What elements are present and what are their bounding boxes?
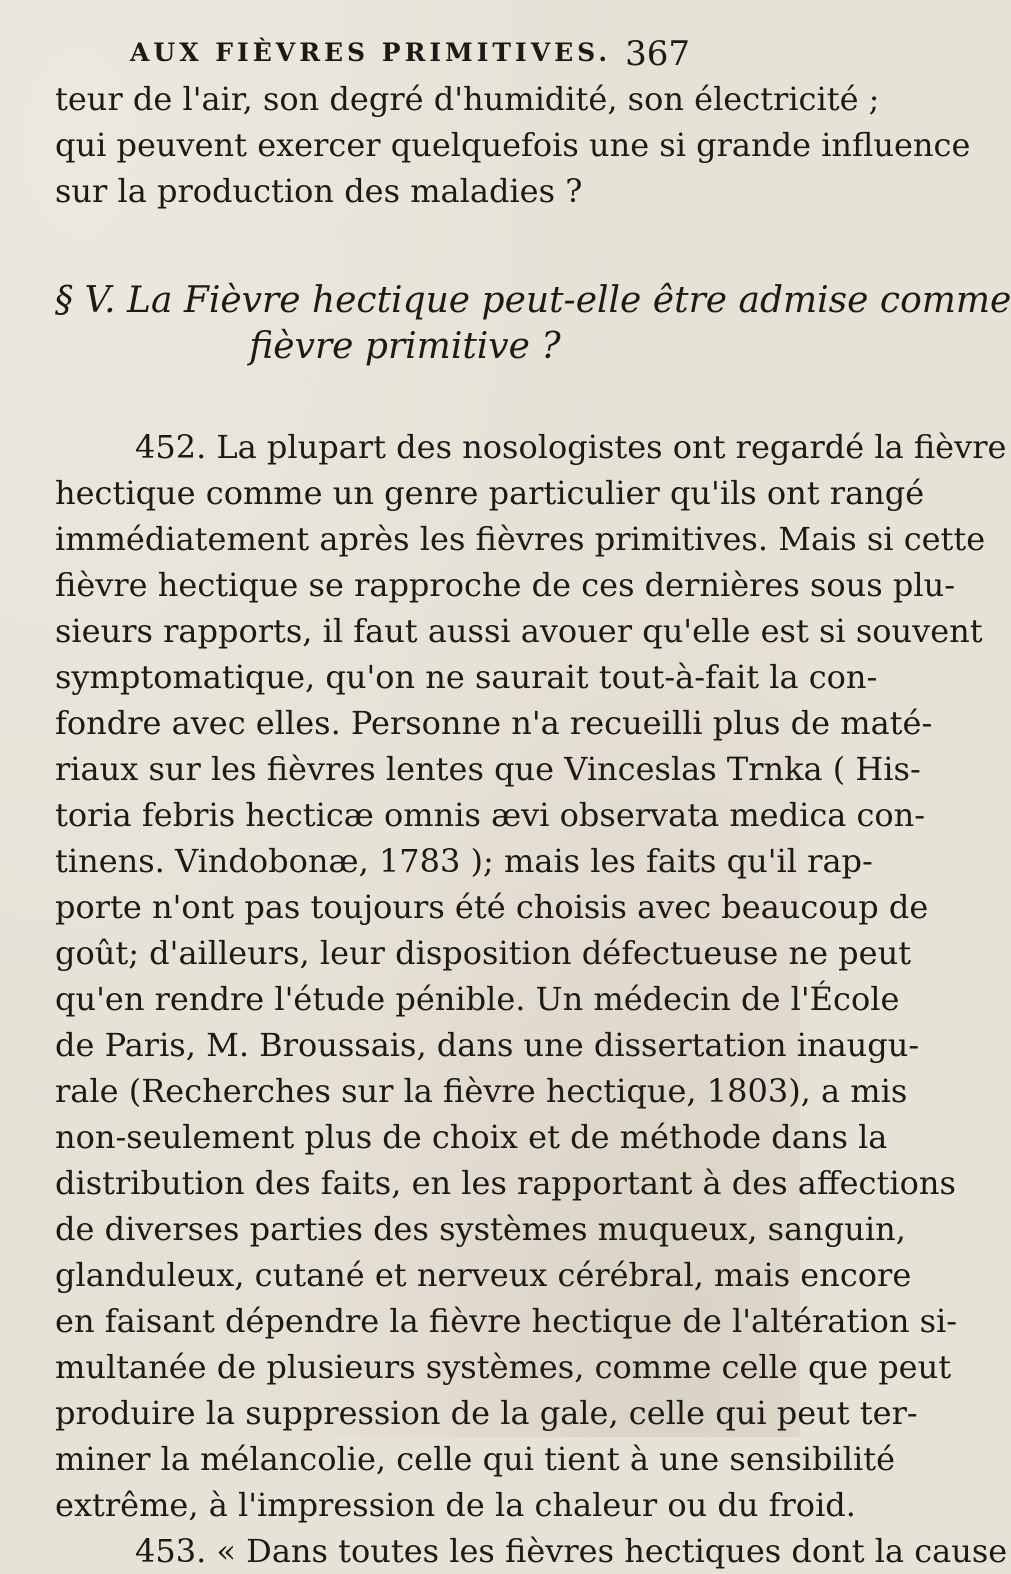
- paragraph-line: rale (Recherches sur la fièvre hectique, 1803), a mis: [55, 1072, 908, 1110]
- paragraph-line: hectique comme un genre particulier qu'ils ont rangé: [55, 474, 925, 512]
- paragraph-line: de Paris, M. Broussais, dans une dissertation inaugu-: [55, 1026, 920, 1064]
- main-text: [55, 76, 1011, 1574]
- paragraph-line: extrême, à l'impression de la chaleur ou du froid.: [55, 1486, 856, 1524]
- intro-line: qui peuvent exercer quelquefois une si grande influence: [55, 126, 971, 164]
- paragraph-line: de diverses parties des systèmes muqueux, sanguin,: [55, 1210, 906, 1248]
- paragraph-line: 452. La plupart des nosologistes ont regardé la fièvre: [135, 428, 1007, 466]
- paragraph-line: en faisant dépendre la fièvre hectique de l'altération si-: [55, 1302, 958, 1340]
- section-title: § V. La Fièvre hectique peut-elle être admise comme: [55, 280, 1011, 321]
- paragraph-line: glanduleux, cutané et nerveux cérébral, mais encore: [55, 1256, 912, 1294]
- paragraph-line: toria febris hecticæ omnis ævi observata medica con-: [55, 796, 926, 834]
- paragraph-452: [55, 424, 1007, 1528]
- paragraph-line: produire la suppression de la gale, celle qui peut ter-: [55, 1394, 918, 1432]
- paragraph-line: miner la mélancolie, celle qui tient à une sensibilité: [55, 1440, 896, 1478]
- paragraph-line: porte n'ont pas toujours été choisis avec beaucoup de: [55, 888, 929, 926]
- intro-line: sur la production des maladies ?: [55, 172, 583, 210]
- running-head: AUX FIÈVRES PRIMITIVES.: [130, 38, 612, 67]
- paragraph-line: distribution des faits, en les rapportant à des affections: [55, 1164, 956, 1202]
- paragraph-line: tinens. Vindobonæ, 1783 ); mais les faits qu'il rap-: [55, 842, 873, 880]
- paragraph-line: fondre avec elles. Personne n'a recueilli plus de maté-: [55, 704, 933, 742]
- paragraph-line: non-seulement plus de choix et de méthode dans la: [55, 1118, 888, 1156]
- paragraph-453-first-line: 453. « Dans toutes les fièvres hectiques dont la cause: [135, 1532, 1008, 1570]
- intro-line: teur de l'air, son degré d'humidité, son électricité ;: [55, 80, 880, 118]
- paragraph-line: multanée de plusieurs systèmes, comme celle que peut: [55, 1348, 952, 1386]
- section-title-continued: fièvre primitive ?: [249, 326, 561, 367]
- paragraph-line: symptomatique, qu'on ne saurait tout-à-fait la con-: [55, 658, 878, 696]
- paragraph-line: goût; d'ailleurs, leur disposition défectueuse ne peut: [55, 934, 912, 972]
- paragraph-line: riaux sur les fièvres lentes que Vinceslas Trnka ( His-: [55, 750, 921, 788]
- paragraph-line: fièvre hectique se rapproche de ces dernières sous plu-: [55, 566, 956, 604]
- paragraph-line: sieurs rapports, il faut aussi avouer qu'elle est si souvent: [55, 612, 983, 650]
- paragraph-line: qu'en rendre l'étude pénible. Un médecin de l'École: [55, 980, 900, 1018]
- paragraph-line: immédiatement après les fièvres primitives. Mais si cette: [55, 520, 986, 558]
- page-number: 367: [625, 34, 690, 74]
- page-header: [130, 34, 690, 78]
